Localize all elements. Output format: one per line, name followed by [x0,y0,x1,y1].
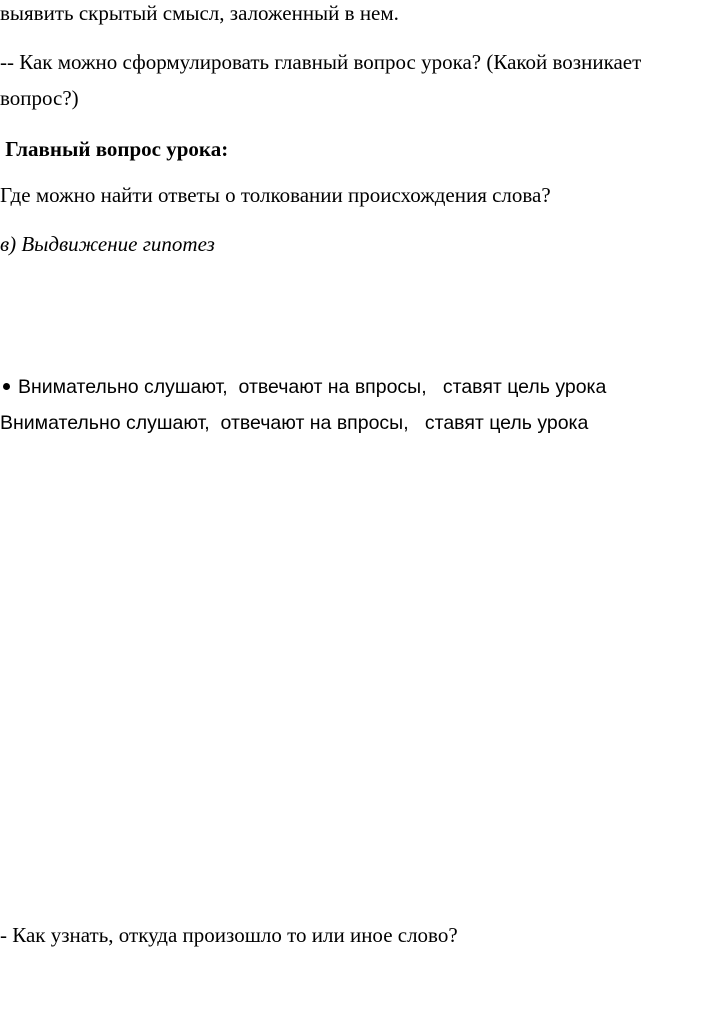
main-question-heading: Главный вопрос урока: [0,137,229,161]
text-line-question-prompt: -- Как можно сформулировать главный вопрос урока? (Какой возникает [0,50,642,74]
text-line-word-origin-question: - Как узнать, откуда произошло то или иное слово? [0,923,458,947]
text-line-question-continuation: вопрос?) [0,86,79,110]
bullet-icon [3,383,10,390]
bullet-item-text: Внимательно слушают, отвечают на впросы, ставят цель урока [18,376,607,398]
student-activity-text: Внимательно слушают, отвечают на впросы, ставят цель урока [0,412,589,434]
text-line-hidden-meaning: выявить скрытый смысл, заложенный в нем. [0,1,399,25]
section-hypotheses-heading: в) Выдвижение гипотез [0,232,215,256]
main-question-text: Где можно найти ответы о толковании происхождения слова? [0,183,551,207]
bullet-list-item [0,378,606,398]
